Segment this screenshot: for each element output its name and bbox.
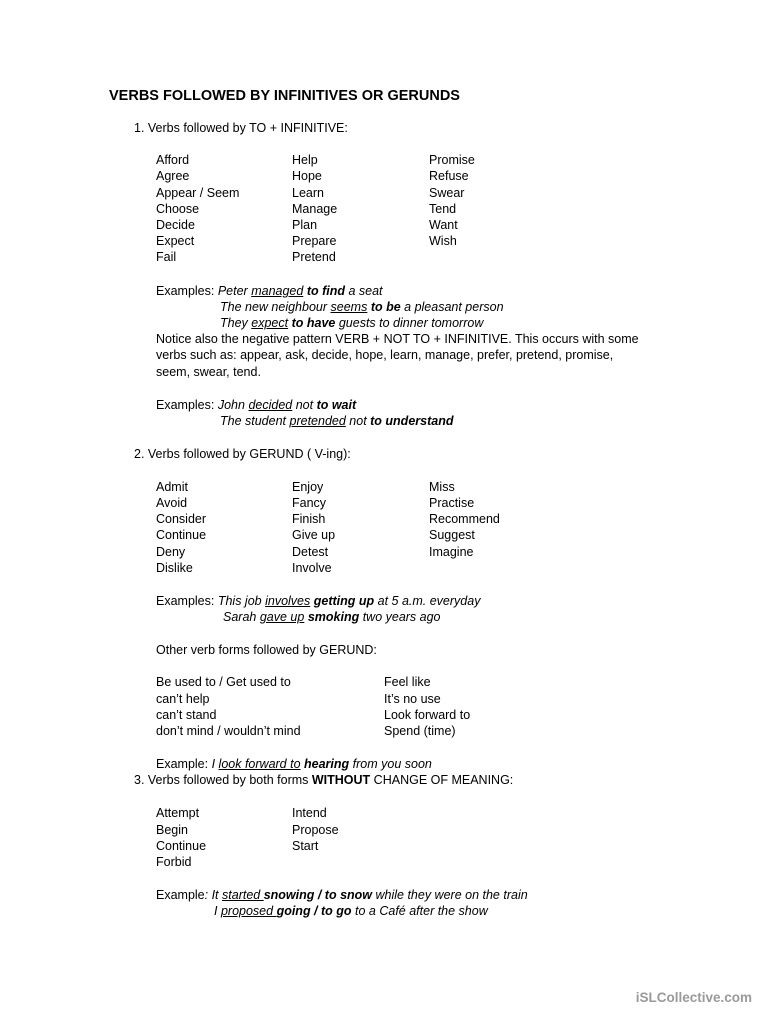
verb-s1-c2-1: Hope [292,169,322,183]
verb-s1-c3-3: Tend [429,202,457,216]
verb-s1-c3-5: Wish [429,234,457,248]
notice-line: verbs such as: appear, ask, decide, hope, learn, manage, prefer, pretend, promise, [156,348,614,362]
example-line: Examples: This job involves getting up at 5 a.m. everyday [156,594,481,608]
verb-s2-c1-2: Consider [156,512,207,526]
verb-s3-c1-2: Continue [156,839,207,853]
verb-s1-c1-0: Afford [156,153,190,167]
form-s2-c1-1: can’t help [156,692,210,706]
verb-s3-c1-0: Attempt [156,806,200,820]
form-s2-c1-2: can’t stand [156,708,217,722]
verb-s2-c1-0: Admit [156,480,188,494]
verb-s1-c2-0: Help [292,153,318,167]
verb-s2-c3-4: Imagine [429,545,474,559]
verb-s2-c3-1: Practise [429,496,475,510]
verb-s2-c3-3: Suggest [429,528,475,542]
page-title: VERBS FOLLOWED BY INFINITIVES OR GERUNDS [109,88,460,104]
example-line: Examples: Peter managed to find a seat [156,284,383,298]
verb-s3-c1-1: Begin [156,823,188,837]
verb-s2-c3-2: Recommend [429,512,500,526]
verb-s2-c2-2: Finish [292,512,326,526]
notice-line: Notice also the negative pattern VERB + NOT TO + INFINITIVE. This occurs with some [156,332,639,346]
verb-s1-c2-4: Plan [292,218,318,232]
verb-s1-c2-2: Learn [292,186,324,200]
example-line: Examples: John decided not to wait [156,398,357,412]
verb-s1-c1-2: Appear / Seem [156,186,240,200]
verb-s1-c1-5: Expect [156,234,195,248]
form-s2-c2-1: It’s no use [384,692,441,706]
example-line: Example: It started snowing / to snow while they were on the train [156,888,528,902]
watermark-footer: iSLCollective.com [635,990,752,1005]
verb-s1-c1-6: Fail [156,250,177,264]
verb-s1-c3-1: Refuse [429,169,469,183]
example-line: They expect to have guests to dinner tomorrow [220,316,484,330]
verb-s1-c3-4: Want [429,218,458,232]
other-forms-heading: Other verb forms followed by GERUND: [156,643,377,657]
verb-s2-c2-4: Detest [292,545,329,559]
verb-s3-c2-0: Intend [292,806,327,820]
form-s2-c2-3: Spend (time) [384,724,456,738]
section-3-heading: 3. Verbs followed by both forms WITHOUT CHANGE OF MEANING: [134,773,514,787]
verb-s1-c2-6: Pretend [292,250,336,264]
verb-s2-c1-4: Deny [156,545,186,559]
verb-s2-c1-3: Continue [156,528,207,542]
verb-s1-c1-3: Choose [156,202,200,216]
verb-s1-c3-2: Swear [429,186,465,200]
verb-s2-c1-5: Dislike [156,561,193,575]
form-s2-c1-0: Be used to / Get used to [156,675,291,689]
verb-s2-c2-3: Give up [292,528,336,542]
verb-s3-c2-1: Propose [292,823,339,837]
notice-line: seem, swear, tend. [156,365,261,379]
verb-s3-c1-3: Forbid [156,855,192,869]
form-s2-c2-2: Look forward to [384,708,471,722]
section-1-heading: 1. Verbs followed by TO + INFINITIVE: [134,121,348,135]
form-s2-c1-3: don’t mind / wouldn’t mind [156,724,301,738]
verb-s2-c2-0: Enjoy [292,480,324,494]
form-s2-c2-0: Feel like [384,675,431,689]
example-line: The new neighbour seems to be a pleasant person [220,300,504,314]
verb-s1-c1-4: Decide [156,218,195,232]
example-line: Example: I look forward to hearing from you soon [156,757,432,771]
verb-s1-c3-0: Promise [429,153,475,167]
example-line: The student pretended not to understand [220,414,454,428]
verb-s1-c1-1: Agree [156,169,190,183]
section-2-heading: 2. Verbs followed by GERUND ( V-ing): [134,447,351,461]
verb-s2-c3-0: Miss [429,480,455,494]
verb-s2-c2-5: Involve [292,561,332,575]
verb-s2-c2-1: Fancy [292,496,327,510]
verb-s3-c2-2: Start [292,839,319,853]
verb-s1-c2-3: Manage [292,202,338,216]
verb-s1-c2-5: Prepare [292,234,337,248]
example-line: I proposed going / to go to a Café after the show [214,904,488,918]
verb-s2-c1-1: Avoid [156,496,188,510]
example-line: Sarah gave up smoking two years ago [223,610,441,624]
